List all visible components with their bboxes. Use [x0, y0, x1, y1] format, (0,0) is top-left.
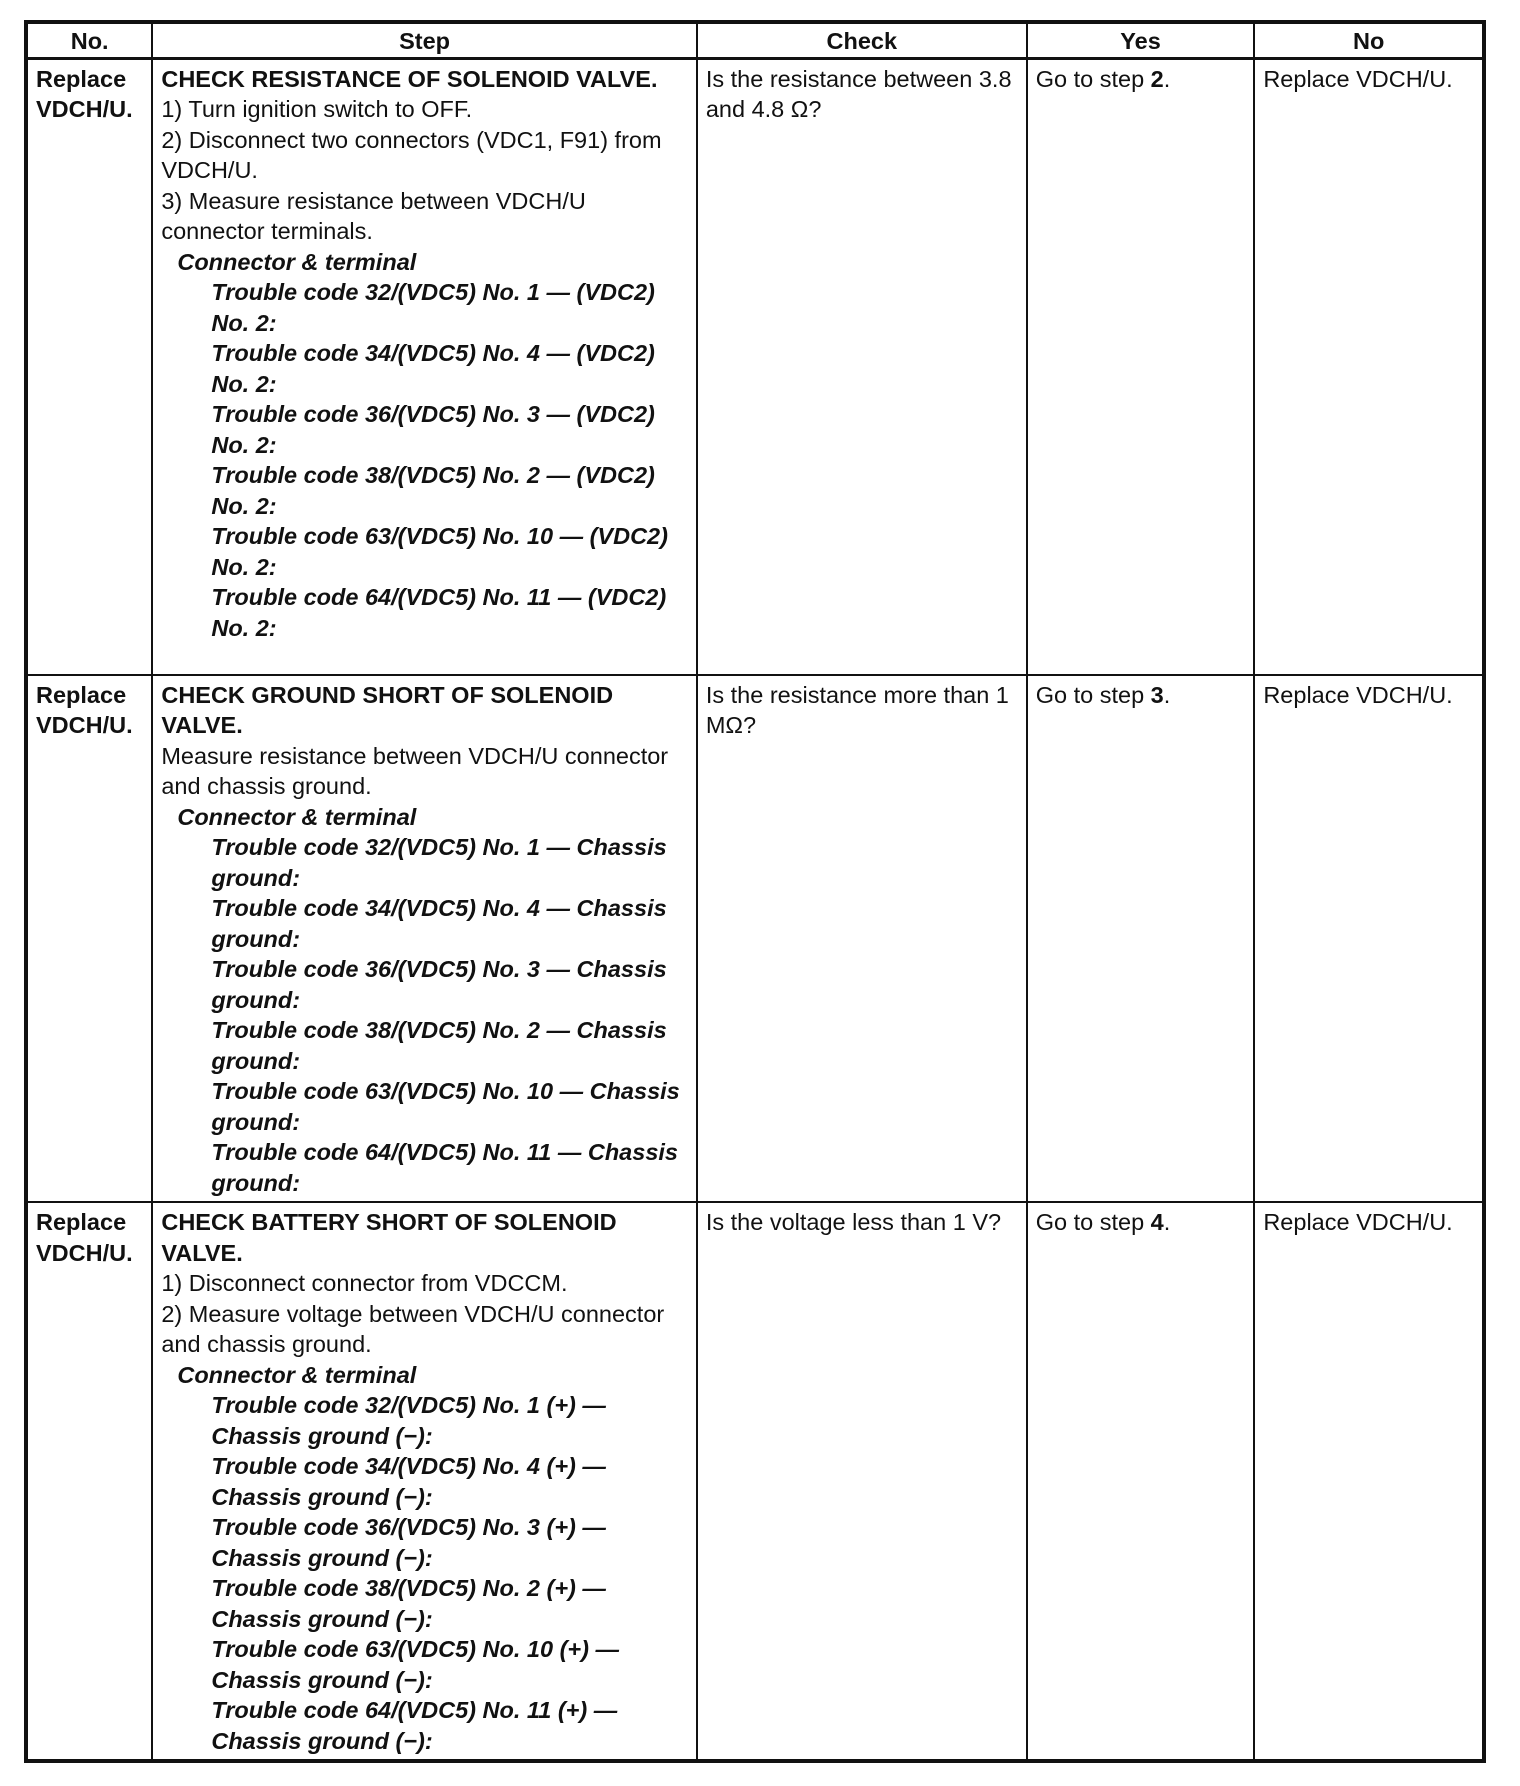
yes-prefix: Go to step — [1035, 1209, 1151, 1235]
check-cell: Is the voltage less than 1 V? — [697, 1202, 1027, 1761]
no-cell: Replace VDCH/U. — [1254, 1202, 1484, 1761]
connector-item: Trouble code 34/(VDC5) No. 4 — (VDC2) No. 2: — [211, 340, 655, 397]
header-no-result: No — [1254, 22, 1484, 58]
table-row — [26, 1202, 1484, 1761]
step-title: CHECK RESISTANCE OF SOLENOID VALVE. — [161, 65, 658, 92]
check-cell: Is the resistance more than 1 MΩ? — [697, 675, 1027, 1203]
connector-item: Trouble code 38/(VDC5) No. 2 — Chassis ground: — [211, 1017, 667, 1074]
connector-item: Trouble code 64/(VDC5) No. 11 — Chassis ground: — [211, 1139, 678, 1196]
yes-prefix: Go to step — [1035, 65, 1151, 92]
step-instruction: 1) Disconnect connector from VDCCM. — [161, 1270, 568, 1296]
yes-cell — [1027, 675, 1255, 1203]
connector-item: Trouble code 36/(VDC5) No. 3 — Chassis ground: — [211, 956, 667, 1013]
diagnostic-procedure-table — [24, 20, 1486, 1763]
check-cell: Is the resistance between 3.8 and 4.8 Ω? — [697, 58, 1027, 675]
yes-cell — [1027, 1202, 1255, 1761]
no-cell: Replace VDCH/U. — [1254, 675, 1484, 1203]
step-number: Replace VDCH/U. — [26, 675, 152, 1203]
no-cell: Replace VDCH/U. — [1254, 58, 1484, 675]
header-step: Step — [152, 22, 696, 58]
connector-item: Trouble code 34/(VDC5) No. 4 — Chassis ground: — [211, 895, 667, 952]
connector-item: Trouble code 32/(VDC5) No. 1 — Chassis ground: — [211, 834, 667, 891]
yes-suffix: . — [1163, 681, 1171, 708]
yes-suffix: . — [1163, 1209, 1171, 1235]
step-instruction: 1) Turn ignition switch to OFF. — [161, 96, 473, 122]
table-row — [26, 58, 1484, 675]
connector-heading: Connector & terminal — [177, 1361, 417, 1388]
step-title: CHECK GROUND SHORT OF SOLENOID VALVE. — [161, 681, 614, 738]
step-cell — [152, 58, 696, 675]
header-yes: Yes — [1027, 22, 1255, 58]
header-no: No. — [26, 22, 152, 58]
step-instruction: 2) Measure voltage between VDCH/U connector and chassis ground. — [161, 1300, 665, 1357]
connector-item: Trouble code 63/(VDC5) No. 10 (+) — Chassis ground (−): — [211, 1636, 619, 1693]
step-number: Replace VDCH/U. — [26, 1202, 152, 1761]
step-cell — [152, 1202, 696, 1761]
yes-step-number: 3 — [1150, 681, 1164, 708]
header-row — [26, 22, 1484, 58]
table-row — [26, 675, 1484, 1203]
connector-item: Trouble code 36/(VDC5) No. 3 (+) — Chassis ground (−): — [211, 1514, 606, 1571]
connector-item: Trouble code 63/(VDC5) No. 10 — (VDC2) No. 2: — [211, 523, 668, 580]
connector-item: Trouble code 34/(VDC5) No. 4 (+) — Chassis ground (−): — [211, 1453, 606, 1510]
connector-item: Trouble code 38/(VDC5) No. 2 (+) — Chassis ground (−): — [211, 1575, 606, 1632]
step-number: Replace VDCH/U. — [26, 58, 152, 675]
yes-prefix: Go to step — [1035, 681, 1151, 708]
connector-item: Trouble code 64/(VDC5) No. 11 (+) — Chassis ground (−): — [211, 1697, 618, 1754]
step-instruction: Measure resistance between VDCH/U connector and chassis ground. — [161, 742, 669, 799]
step-instruction: 3) Measure resistance between VDCH/U connector terminals. — [161, 187, 586, 244]
step-instruction: 2) Disconnect two connectors (VDC1, F91) from VDCH/U. — [161, 126, 662, 183]
yes-step-number: 2 — [1150, 65, 1164, 92]
connector-item: Trouble code 38/(VDC5) No. 2 — (VDC2) No. 2: — [211, 462, 655, 519]
yes-cell — [1027, 58, 1255, 675]
connector-item: Trouble code 63/(VDC5) No. 10 — Chassis ground: — [211, 1078, 680, 1135]
connector-item: Trouble code 32/(VDC5) No. 1 (+) — Chassis ground (−): — [211, 1392, 606, 1449]
yes-step-number: 4 — [1150, 1209, 1164, 1235]
connector-item: Trouble code 32/(VDC5) No. 1 — (VDC2) No. 2: — [211, 279, 655, 336]
step-title: CHECK BATTERY SHORT OF SOLENOID VALVE. — [161, 1209, 617, 1266]
header-check: Check — [697, 22, 1027, 58]
connector-item: Trouble code 64/(VDC5) No. 11 — (VDC2) No. 2: — [211, 584, 667, 641]
connector-item: Trouble code 36/(VDC5) No. 3 — (VDC2) No. 2: — [211, 401, 655, 458]
connector-heading: Connector & terminal — [177, 803, 417, 830]
yes-suffix: . — [1163, 65, 1171, 92]
step-cell — [152, 675, 696, 1203]
connector-heading: Connector & terminal — [177, 248, 417, 275]
